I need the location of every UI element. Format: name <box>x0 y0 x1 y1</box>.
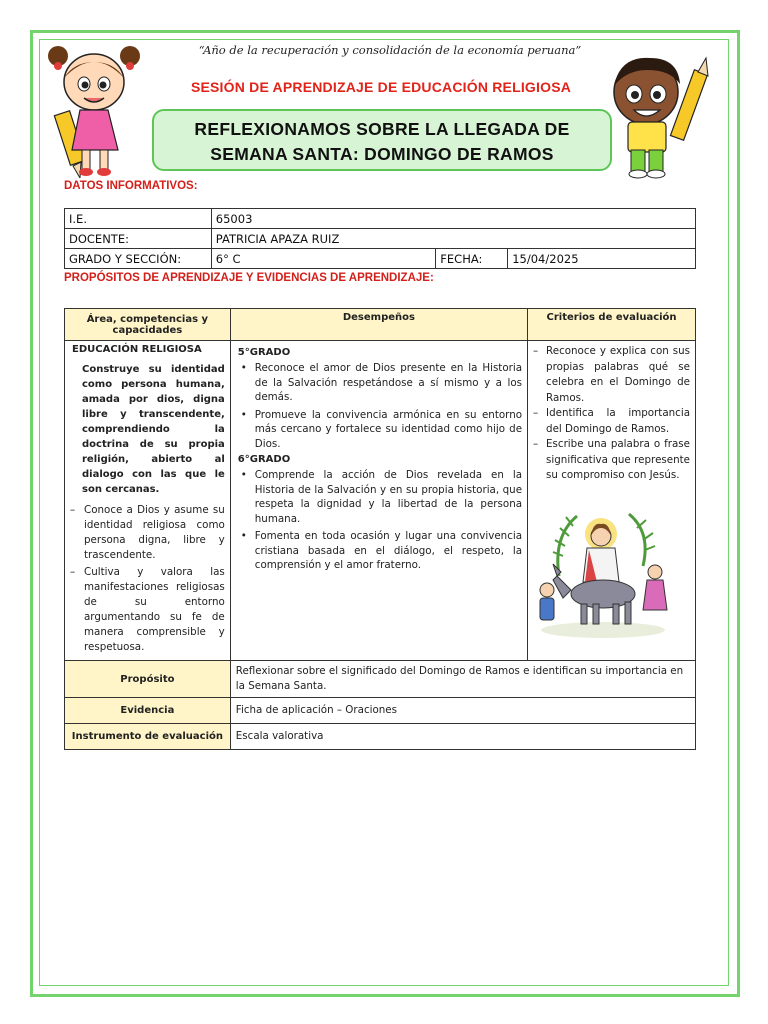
col-desempenos-header: Desempeños <box>230 309 527 341</box>
propositos-table <box>64 308 696 750</box>
grado6-list <box>236 468 522 573</box>
instrumento-label: Instrumento de evaluación <box>65 724 231 750</box>
list-item: • Comprende la acción de Dios revelada en la Historia de la Salvación y en su propia historia, que respeta la dignidad y la libertad de la persona humana. <box>236 468 522 526</box>
list-item: – Conoce a Dios y asume su identidad religiosa como persona digna, libre y trascendente. <box>70 503 225 563</box>
area-title: EDUCACIÓN RELIGIOSA <box>72 344 202 355</box>
fecha-value: 15/04/2025 <box>508 249 696 269</box>
list-item: – Cultiva y valora las manifestaciones religiosas de su entorno argumentando su fe de manera comprensible y respetuosa. <box>70 565 225 655</box>
ie-value: 65003 <box>211 209 695 229</box>
docente-label: DOCENTE: <box>65 229 212 249</box>
instrumento-value: Escala valorativa <box>230 724 695 750</box>
ie-label: I.E. <box>65 209 212 229</box>
evidencia-value: Ficha de aplicación – Oraciones <box>230 698 695 724</box>
list-item: – Escribe una palabra o frase significativa que represente su compromiso con Jesús. <box>533 437 690 484</box>
datos-heading: DATOS INFORMATIVOS: <box>64 180 198 192</box>
col-criterios-header: Criterios de evaluación <box>528 309 696 341</box>
grado5-label: 5°GRADO <box>237 347 291 358</box>
proposito-value: Reflexionar sobre el significado del Domingo de Ramos e identifican su importancia en la Semana Santa. <box>230 661 695 698</box>
girl-with-pencil-icon <box>44 38 144 178</box>
grado-label: GRADO Y SECCIÓN: <box>65 249 212 269</box>
grado-value: 6° C <box>211 249 436 269</box>
list-item: • Promueve la convivencia armónica en su entorno más cercano y fortalece su identidad como hijo de Dios. <box>236 408 522 452</box>
list-item: • Reconoce el amor de Dios presente en la Historia de la Salvación respetándose a sí mismo y a los demás. <box>236 361 522 405</box>
grado6-label: 6°GRADO <box>237 454 291 465</box>
list-item: – Identifica la importancia del Domingo de Ramos. <box>533 406 690 437</box>
evidencia-label: Evidencia <box>65 698 231 724</box>
motto-line: “Año de la recuperación y consolidación de la economía peruana” <box>198 43 582 57</box>
col-area-header: Área, competencias y capacidades <box>65 309 231 341</box>
desempenos-cell <box>230 341 527 661</box>
title-box <box>152 109 612 171</box>
docente-value: PATRICIA APAZA RUIZ <box>211 229 695 249</box>
session-subtitle: SESIÓN DE APRENDIZAJE DE EDUCACIÓN RELIGIOSA <box>190 79 572 95</box>
grado5-list <box>236 361 522 451</box>
proposito-label: Propósito <box>65 661 231 698</box>
page-title-line-1: REFLEXIONAMOS SOBRE LA LLEGADA DE <box>194 119 570 139</box>
boy-with-pencil-icon <box>598 50 718 180</box>
competencia-text: Construye su identidad como persona humana, amada por dios, digna libre y transcendente, comprendiendo la doctrina de su propia religión, abierto al dialogo con las que le son cercanas. <box>82 364 225 495</box>
area-cell <box>65 341 231 661</box>
list-item: • Fomenta en toda ocasión y lugar una convivencia cristiana basada en el diálogo, el respeto, la comprensión y el amor fraterno. <box>236 529 522 573</box>
propositos-heading: PROPÓSITOS DE APRENDIZAJE Y EVIDENCIAS DE APRENDIZAJE: <box>64 272 434 284</box>
list-item: – Reconoce y explica con sus propias palabras qué se celebra en el Domingo de Ramos. <box>533 344 690 406</box>
criterios-cell <box>528 341 696 661</box>
page-title-line-2: SEMANA SANTA: DOMINGO DE RAMOS <box>210 144 554 164</box>
fecha-label: FECHA: <box>436 249 508 269</box>
jesus-on-donkey-icon <box>533 506 673 642</box>
capacidades-list <box>70 503 225 655</box>
criterios-list <box>533 344 690 484</box>
datos-table <box>64 208 696 269</box>
